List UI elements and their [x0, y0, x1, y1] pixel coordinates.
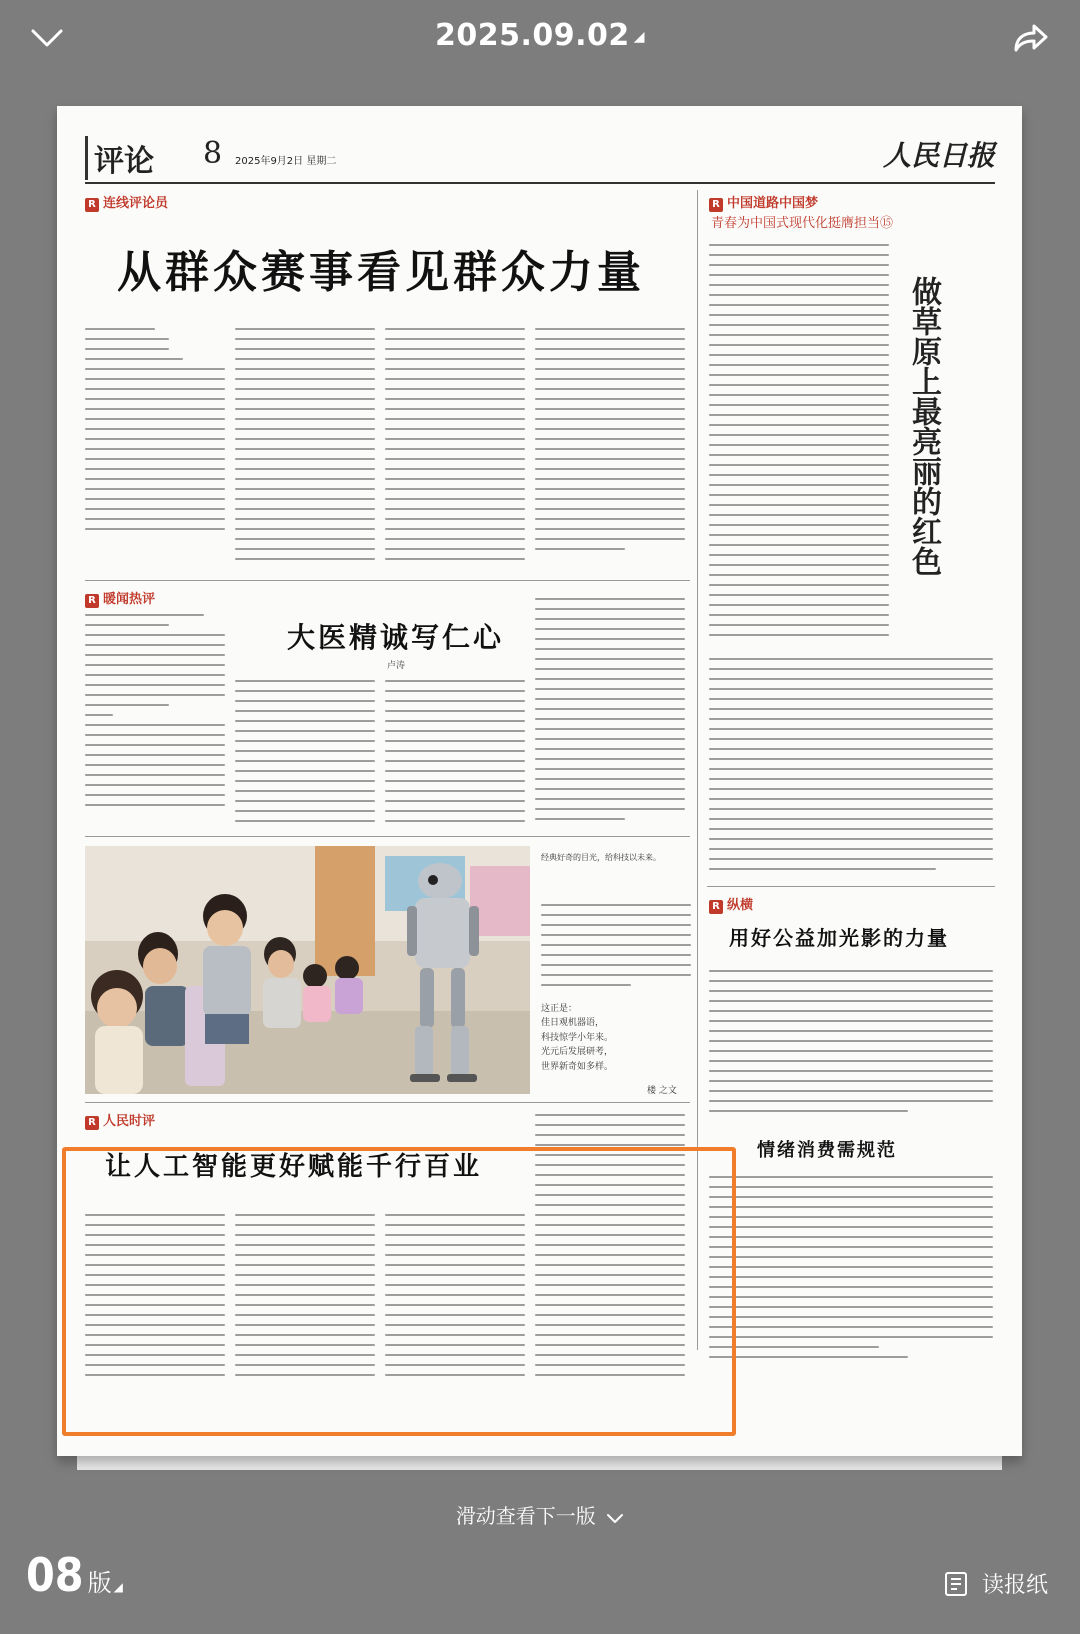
- right-top-col-1: [709, 244, 889, 654]
- photo-illustration: [85, 846, 530, 1094]
- dropdown-triangle-icon: ◢: [633, 28, 646, 45]
- poem-line: 这正是：: [541, 1004, 578, 1014]
- section-divider: [85, 580, 690, 581]
- issue-date-selector[interactable]: [0, 18, 1080, 53]
- emotion-article-body: [709, 1176, 993, 1366]
- main-headline[interactable]: 从群众赛事看见群众力量: [117, 247, 645, 298]
- top-bar: [0, 0, 1080, 80]
- warm-news-col-3: [535, 598, 685, 832]
- column-label-main: R 连线评论员: [85, 192, 168, 212]
- poem-line: 佳日观机器语，: [541, 1018, 605, 1029]
- chevron-down-icon: [606, 1512, 624, 1524]
- next-page-hint[interactable]: [0, 1500, 1080, 1529]
- warm-news-byline: 卢涛: [387, 661, 406, 671]
- section-divider: [85, 836, 690, 837]
- read-paper-button[interactable]: [944, 1568, 1048, 1599]
- newspaper-icon: [944, 1571, 968, 1597]
- selected-article-highlight[interactable]: [62, 1147, 736, 1436]
- page-stack-shadow: [77, 1456, 1002, 1470]
- warm-news-sidebar: [85, 614, 225, 832]
- warm-news-headline[interactable]: 大医精诚写仁心: [287, 621, 505, 654]
- share-icon[interactable]: [1010, 18, 1050, 58]
- next-page-label: 滑动查看下一版: [455, 1504, 596, 1528]
- section-divider: [85, 1102, 690, 1103]
- photo-poem: [541, 1002, 691, 1074]
- main-article-col-4: [535, 328, 685, 578]
- masthead-logo: 人民日报: [882, 139, 995, 172]
- edition-selector[interactable]: [26, 1548, 123, 1602]
- edition-number: 08: [26, 1548, 84, 1602]
- main-article-col-3: [385, 328, 525, 578]
- vertical-headline[interactable]: 用好公益加光影的力量: [729, 926, 949, 950]
- page-masthead: [85, 134, 995, 184]
- photo-commentary: [541, 904, 691, 994]
- news-photo-robot-children[interactable]: [85, 846, 530, 1094]
- poem-line: 光元后发展研考，: [541, 1047, 614, 1058]
- poem-author: 楼 之文: [647, 1086, 677, 1096]
- series-subtitle: 青春为中国式现代化挺膺担当⑮: [711, 216, 894, 231]
- poem-line: 科技惊学小年来。: [541, 1032, 614, 1043]
- right-top-col-2: [709, 658, 993, 878]
- poem-line: 世界新奇如多样。: [541, 1061, 614, 1072]
- column-label-ai: R 人民时评: [85, 1110, 155, 1130]
- emotion-headline[interactable]: 情绪消费需规范: [757, 1140, 897, 1161]
- edition-label: 版: [87, 1569, 112, 1597]
- issue-date: 2025.09.02: [434, 18, 630, 53]
- main-article-col-1: [85, 328, 225, 578]
- column-label-china-dream: R 中国道路中国梦: [709, 192, 818, 212]
- warm-news-col-2: [385, 680, 525, 830]
- photo-caption: 经典好奇的目光，给科技以未来。: [541, 853, 661, 862]
- column-label-warm-news: R 暖闻热评: [85, 588, 155, 608]
- section-name: 评论: [85, 136, 154, 180]
- warm-news-col-1: [235, 680, 375, 830]
- read-paper-label: 读报纸: [981, 1573, 1048, 1598]
- print-date: 2025年9月2日 星期二: [235, 156, 337, 167]
- section-divider: [707, 886, 995, 887]
- vertical-article-body: [709, 970, 993, 1120]
- right-top-headline[interactable]: 做草原上最亮丽的红色: [906, 276, 941, 576]
- dropdown-triangle-icon: ◢: [113, 1580, 123, 1594]
- column-label-vertical: R 纵横: [709, 894, 753, 914]
- page-number: 8: [203, 136, 223, 171]
- ai-headline[interactable]: 让人工智能更好赋能千行百业: [105, 1152, 483, 1182]
- main-article-col-2: [235, 328, 375, 578]
